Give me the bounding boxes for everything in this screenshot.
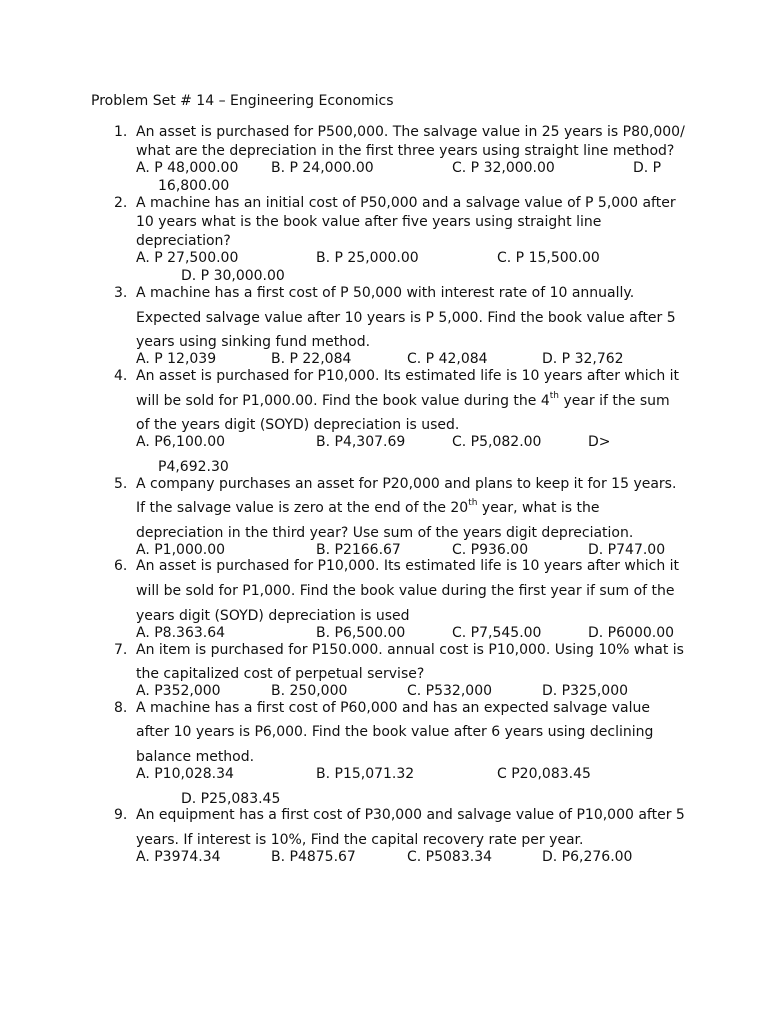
- question-number: 6.: [114, 558, 128, 574]
- question-text-line: An equipment has a first cost of P30,000 and salvage value of P10,000 after 5: [136, 807, 685, 823]
- question-text-line: A machine has an initial cost of P50,000 and a salvage value of P 5,000 after: [136, 195, 676, 211]
- option-a: A. P6,100.00: [136, 434, 226, 450]
- option-b: B. P2166.67: [316, 542, 401, 558]
- option-a: A. P 12,039: [136, 351, 217, 367]
- option-b: B. P15,071.32: [316, 766, 415, 782]
- option-a: A. P8.363.64: [136, 625, 226, 641]
- question-text-line: An asset is purchased for P10,000. Its estimated life is 10 years after which it: [136, 368, 680, 384]
- question-number: 8.: [114, 700, 128, 716]
- option-a: A. P 27,500.00: [136, 250, 239, 266]
- question-text-line: Expected salvage value after 10 years is P 5,000. Find the book value after 5: [136, 310, 676, 326]
- question-text-line: after 10 years is P6,000. Find the book value after 6 years using declining: [136, 724, 654, 740]
- option-d: D. P325,000: [542, 683, 629, 699]
- question-text-line: An item is purchased for P150.000. annual cost is P10,000. Using 10% what is: [136, 642, 684, 658]
- question-text-line: An asset is purchased for P10,000. Its estimated life is 10 years after which it: [136, 558, 680, 574]
- option-d-continued: 16,800.00: [158, 178, 230, 194]
- option-d: D. P6,276.00: [542, 849, 633, 865]
- question-number: 4.: [114, 368, 128, 384]
- option-b: B. P4,307.69: [316, 434, 406, 450]
- question-text-line: of the years digit (SOYD) depreciation is used.: [136, 417, 460, 433]
- option-c: C. P5,082.00: [452, 434, 542, 450]
- question-number: 7.: [114, 642, 128, 658]
- option-a: A. P 48,000.00: [136, 160, 239, 176]
- option-b: B. 250,000: [271, 683, 348, 699]
- option-a: A. P352,000: [136, 683, 221, 699]
- option-d: D. P747.00: [588, 542, 666, 558]
- question-number: 5.: [114, 476, 128, 492]
- page-title: Problem Set # 14 – Engineering Economics: [91, 93, 394, 109]
- option-d: D. P6000.00: [588, 625, 675, 641]
- question-text-line: [136, 393, 670, 409]
- question-text-line: [136, 500, 600, 516]
- question-text-segment: If the salvage value is zero at the end of the 20: [136, 500, 469, 516]
- option-c: C P20,083.45: [497, 766, 591, 782]
- question-text-line: what are the depreciation in the first three years using straight line method?: [136, 143, 675, 159]
- option-d: D. P 32,762: [542, 351, 624, 367]
- option-a: A. P3974.34: [136, 849, 221, 865]
- option-a: A. P10,028.34: [136, 766, 234, 782]
- option-c: C. P532,000: [407, 683, 493, 699]
- question-text-line: years using sinking fund method.: [136, 334, 371, 350]
- question-text-line: years digit (SOYD) depreciation is used: [136, 608, 410, 624]
- question-number: 3.: [114, 285, 128, 301]
- question-text-line: the capitalized cost of perpetual servise?: [136, 666, 425, 682]
- ordinal-suffix: th: [549, 391, 559, 402]
- question-text-segment: year if the sum: [559, 393, 670, 409]
- option-d: D. P 30,000.00: [181, 268, 285, 284]
- ordinal-suffix: th: [468, 498, 478, 509]
- option-c: C. P 15,500.00: [497, 250, 600, 266]
- question-text-line: depreciation?: [136, 233, 231, 249]
- question-text-line: A machine has a first cost of P 50,000 with interest rate of 10 annually.: [136, 285, 635, 301]
- option-d: D. P25,083.45: [181, 791, 281, 807]
- option-c: C. P 32,000.00: [452, 160, 555, 176]
- option-b: B. P6,500.00: [316, 625, 406, 641]
- question-number: 1.: [114, 124, 128, 140]
- option-d: D>: [588, 434, 611, 450]
- question-number: 2.: [114, 195, 128, 211]
- option-d-continued: P4,692.30: [158, 459, 229, 475]
- option-b: B. P4875.67: [271, 849, 356, 865]
- question-number: 9.: [114, 807, 128, 823]
- question-text-line: depreciation in the third year? Use sum of the years digit depreciation.: [136, 525, 634, 541]
- option-b: B. P 24,000.00: [271, 160, 374, 176]
- option-c: C. P5083.34: [407, 849, 493, 865]
- question-text-line: will be sold for P1,000. Find the book value during the first year if sum of the: [136, 583, 675, 599]
- option-d: D. P: [633, 160, 662, 176]
- option-c: C. P7,545.00: [452, 625, 542, 641]
- option-b: B. P 22,084: [271, 351, 352, 367]
- question-text-line: A company purchases an asset for P20,000 and plans to keep it for 15 years.: [136, 476, 677, 492]
- question-text-line: An asset is purchased for P500,000. The salvage value in 25 years is P80,000/: [136, 124, 685, 140]
- option-c: C. P 42,084: [407, 351, 488, 367]
- option-b: B. P 25,000.00: [316, 250, 419, 266]
- question-text-line: A machine has a first cost of P60,000 and has an expected salvage value: [136, 700, 650, 716]
- question-text-line: 10 years what is the book value after five years using straight line: [136, 214, 602, 230]
- question-text-line: balance method.: [136, 749, 255, 765]
- option-c: C. P936.00: [452, 542, 529, 558]
- question-text-line: years. If interest is 10%, Find the capital recovery rate per year.: [136, 832, 584, 848]
- question-text-segment: year, what is the: [477, 500, 600, 516]
- question-text-segment: will be sold for P1,000.00. Find the book value during the 4: [136, 393, 550, 409]
- option-a: A. P1,000.00: [136, 542, 226, 558]
